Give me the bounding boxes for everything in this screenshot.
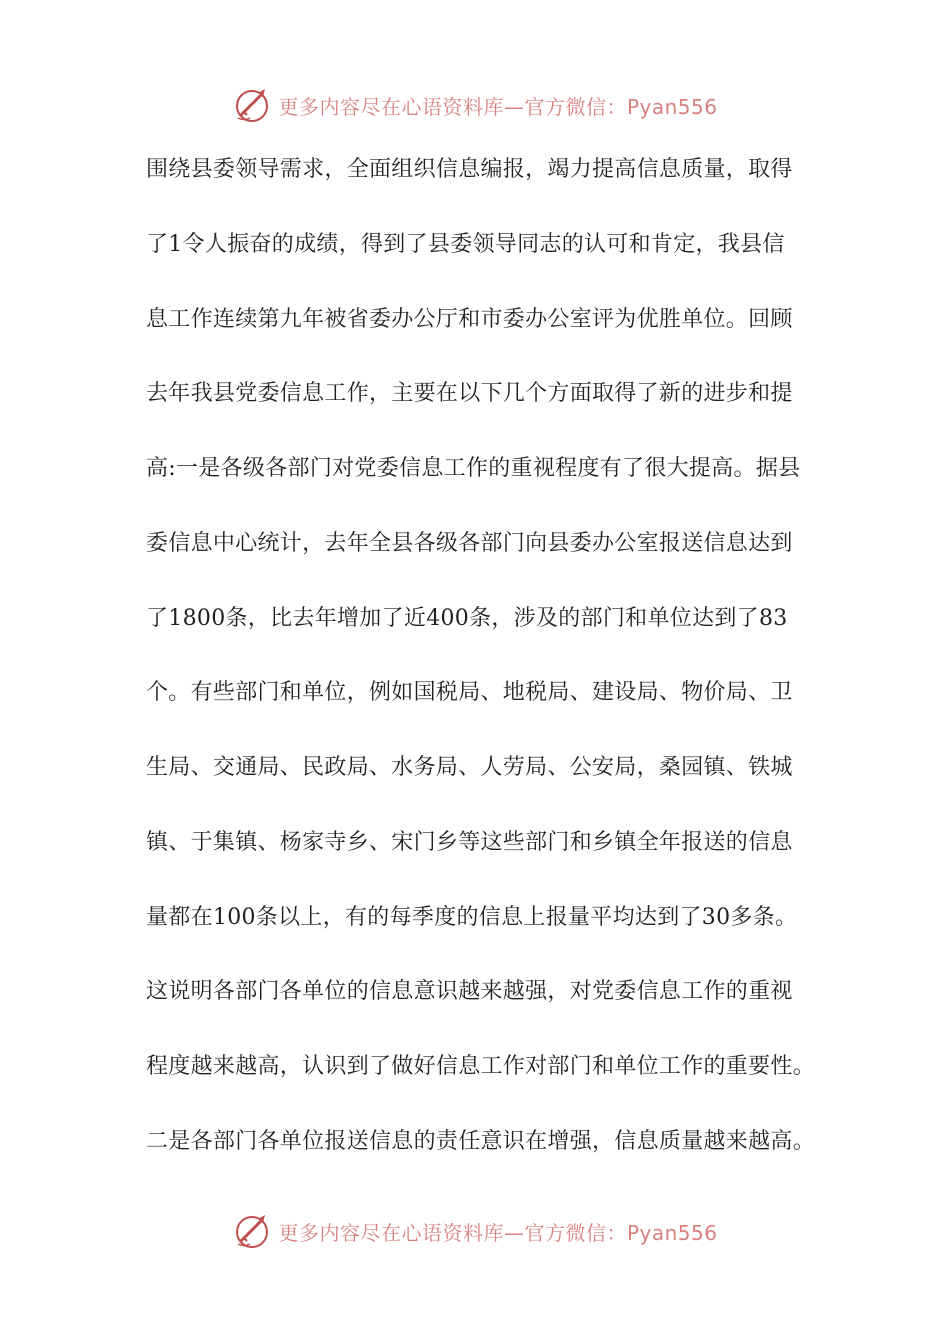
body-line: 息工作连续第九年被省委办公厅和市委办公室评为优胜单位。回顾 [146, 307, 793, 332]
header-banner-text: 更多内容尽在心语资料库—官方微信：Pyan556 [278, 94, 718, 119]
body-line: 了1令人振奋的成绩，得到了县委领导同志的认可和肯定，我县信 [146, 232, 785, 257]
body-line: 量都在100条以上，有的每季度的信息上报量平均达到了30多条。 [146, 905, 798, 930]
pen-quill-logo-icon [232, 1211, 272, 1251]
body-line: 委信息中心统计，去年全县各级各部门向县委办公室报送信息达到 [146, 531, 793, 556]
body-line: 程度越来越高，认识到了做好信息工作对部门和单位工作的重要性。 [146, 1054, 816, 1079]
body-line: 这说明各部门各单位的信息意识越来越强，对党委信息工作的重视 [146, 979, 793, 1004]
body-line: 了1800条，比去年增加了近400条，涉及的部门和单位达到了83 [146, 606, 788, 631]
pen-quill-logo-icon [232, 85, 272, 125]
body-line: 去年我县党委信息工作，主要在以下几个方面取得了新的进步和提 [146, 381, 793, 406]
footer-banner [0, 1206, 950, 1256]
header-banner [0, 80, 950, 130]
body-line: 生局、交通局、民政局、水务局、人劳局、公安局，桑园镇、铁城 [146, 755, 793, 780]
body-line: 围绕县委领导需求，全面组织信息编报，竭力提高信息质量，取得 [146, 157, 793, 182]
body-line: 二是各部门各单位报送信息的责任意识在增强，信息质量越来越高。 [146, 1129, 816, 1154]
body-line: 高:一是各级各部门对党委信息工作的重视程度有了很大提高。据县 [146, 456, 801, 481]
body-line: 个。有些部门和单位，例如国税局、地税局、建设局、物价局、卫 [146, 680, 793, 705]
footer-banner-text: 更多内容尽在心语资料库—官方微信：Pyan556 [278, 1220, 718, 1245]
body-line: 镇、于集镇、杨家寺乡、宋门乡等这些部门和乡镇全年报送的信息 [146, 830, 793, 855]
